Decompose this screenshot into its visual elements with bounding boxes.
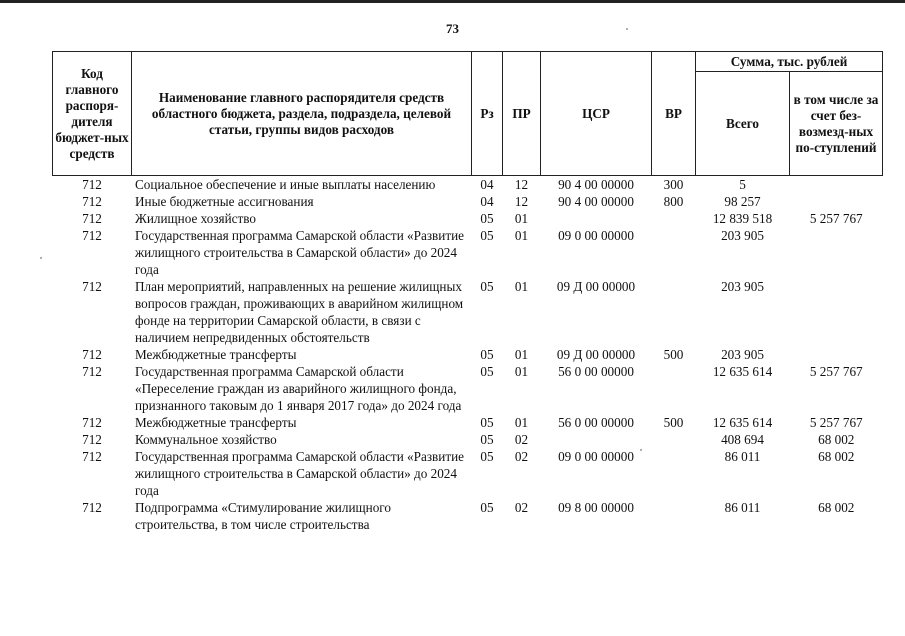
cell-csr: 09 0 00 00000: [558, 228, 634, 243]
cell-pr: 01: [514, 347, 529, 362]
table-row: [53, 210, 883, 227]
table-row: [53, 278, 883, 346]
cell-csr: 09 Д 00 00000: [556, 347, 636, 362]
cell-rz: 05: [480, 279, 494, 294]
cell-pr: 01: [514, 228, 529, 243]
cell-total: 408 694: [721, 432, 764, 447]
cell-total: 12 635 614: [712, 415, 773, 430]
cell-pr: 02: [514, 432, 529, 447]
budget-table: [52, 51, 883, 533]
cell-name: Подпрограмма «Стимулирование жилищного строительства, в том числе строительства: [135, 500, 391, 532]
cell-rz: 04: [480, 177, 494, 192]
cell-code: 712: [82, 364, 102, 379]
table-row: [53, 193, 883, 210]
cell-free: [790, 193, 883, 210]
cell-name: План мероприятий, направленных на решение жилищных вопросов граждан, проживающих в аварийном жилищном фонде на территории Самарской области, в связи с наличием непредвиденных обстоятельств: [135, 279, 464, 345]
cell-rz: 05: [480, 211, 494, 226]
cell-csr: [541, 431, 652, 448]
cell-pr: 01: [514, 279, 529, 294]
table-body: [53, 176, 883, 534]
cell-code: 712: [82, 211, 102, 226]
cell-csr: 90 4 00 00000: [558, 177, 634, 192]
cell-rz: 05: [480, 432, 494, 447]
cell-code: 712: [82, 347, 102, 362]
cell-rz: 05: [480, 364, 494, 379]
cell-vr: [652, 227, 696, 278]
cell-csr: 09 8 00 00000: [558, 500, 634, 515]
cell-name: Социальное обеспечение и иные выплаты населению: [135, 177, 436, 192]
cell-name: Межбюджетные трансферты: [135, 415, 297, 430]
table-row: [53, 414, 883, 431]
cell-rz: 05: [480, 347, 494, 362]
cell-total: 12 635 614: [712, 364, 773, 379]
cell-code: 712: [82, 449, 102, 464]
header-vr: ВР: [652, 52, 696, 176]
cell-code: 712: [82, 228, 102, 243]
header-free: в том числе за счет без-возмезд-ных по-ступлений: [790, 72, 883, 176]
cell-name: Жилищное хозяйство: [135, 211, 256, 226]
table-row: [53, 346, 883, 363]
cell-pr: 01: [514, 364, 529, 379]
cell-csr: 56 0 00 00000: [558, 415, 634, 430]
cell-vr: [652, 431, 696, 448]
scan-speck: [640, 449, 642, 451]
cell-rz: 05: [480, 500, 494, 515]
cell-vr: [652, 499, 696, 533]
cell-name: Коммунальное хозяйство: [135, 432, 277, 447]
top-border-line: [0, 0, 905, 3]
cell-code: 712: [82, 194, 102, 209]
cell-pr: 01: [514, 415, 529, 430]
table-row: [53, 227, 883, 278]
cell-free: [790, 176, 883, 194]
scan-speck: [626, 28, 628, 30]
cell-code: 712: [82, 432, 102, 447]
cell-total: 5: [739, 177, 746, 192]
cell-vr: [652, 278, 696, 346]
cell-vr: [652, 448, 696, 499]
cell-vr: [652, 210, 696, 227]
cell-pr: 12: [514, 177, 529, 192]
header-name: Наименование главного распорядителя средств областного бюджета, раздела, подраздела, целевой статьи, группы видов расходов: [132, 52, 472, 176]
cell-free: 68 002: [818, 500, 855, 515]
cell-rz: 04: [480, 194, 494, 209]
table-row: [53, 431, 883, 448]
page-number: 73: [446, 21, 459, 36]
cell-name: Государственная программа Самарской области «Развитие жилищного строительства в Самарской области» до 2024 года: [135, 228, 465, 277]
header-sum: Сумма, тыс. рублей: [696, 52, 883, 72]
cell-code: 712: [82, 279, 102, 294]
cell-total: 203 905: [721, 279, 764, 294]
cell-csr: 56 0 00 00000: [558, 364, 634, 379]
cell-total: 203 905: [721, 228, 764, 243]
table-row: [53, 499, 883, 533]
cell-pr: 02: [514, 449, 529, 464]
cell-vr: 500: [663, 347, 684, 362]
cell-pr: 12: [514, 194, 529, 209]
table-row: [53, 363, 883, 414]
cell-total: 86 011: [724, 500, 761, 515]
cell-free: 68 002: [818, 432, 855, 447]
cell-name: Межбюджетные трансферты: [135, 347, 297, 362]
cell-free: 5 257 767: [809, 211, 863, 226]
cell-total: 203 905: [721, 347, 764, 362]
cell-rz: 05: [480, 449, 494, 464]
header-rz: Рз: [472, 52, 503, 176]
cell-free: 5 257 767: [809, 364, 863, 379]
cell-name: Государственная программа Самарской области «Развитие жилищного строительства в Самарской области» до 2024 года: [135, 449, 465, 498]
cell-total: 12 839 518: [712, 211, 773, 226]
cell-csr: [541, 210, 652, 227]
cell-free: 68 002: [818, 449, 855, 464]
header-pr: ПР: [503, 52, 541, 176]
table-row: [53, 176, 883, 194]
cell-pr: 01: [514, 211, 529, 226]
header-code: Код главного распоря-дителя бюджет-ных средств: [53, 52, 132, 176]
cell-vr: 300: [663, 177, 684, 192]
cell-pr: 02: [514, 500, 529, 515]
cell-vr: 500: [663, 415, 684, 430]
cell-vr: 800: [663, 194, 684, 209]
cell-total: 86 011: [724, 449, 761, 464]
cell-code: 712: [82, 177, 102, 192]
cell-csr: 09 0 00 00000: [558, 449, 634, 464]
cell-free: 5 257 767: [809, 415, 863, 430]
cell-code: 712: [82, 415, 102, 430]
cell-csr: 90 4 00 00000: [558, 194, 634, 209]
cell-total: 98 257: [724, 194, 761, 209]
cell-name: Государственная программа Самарской области «Переселение граждан из аварийного жилищного фонда, признанного таковым до 1 января 2017 года» до 2024 года: [135, 364, 462, 413]
cell-csr: 09 Д 00 00000: [556, 279, 636, 294]
cell-rz: 05: [480, 415, 494, 430]
cell-free: [790, 227, 883, 278]
header-total: Всего: [696, 72, 790, 176]
cell-code: 712: [82, 500, 102, 515]
cell-free: [790, 346, 883, 363]
cell-vr: [652, 363, 696, 414]
cell-rz: 05: [480, 228, 494, 243]
table-row: [53, 448, 883, 499]
cell-free: [790, 278, 883, 346]
cell-name: Иные бюджетные ассигнования: [135, 194, 314, 209]
header-csr: ЦСР: [541, 52, 652, 176]
scan-speck: [40, 257, 42, 259]
